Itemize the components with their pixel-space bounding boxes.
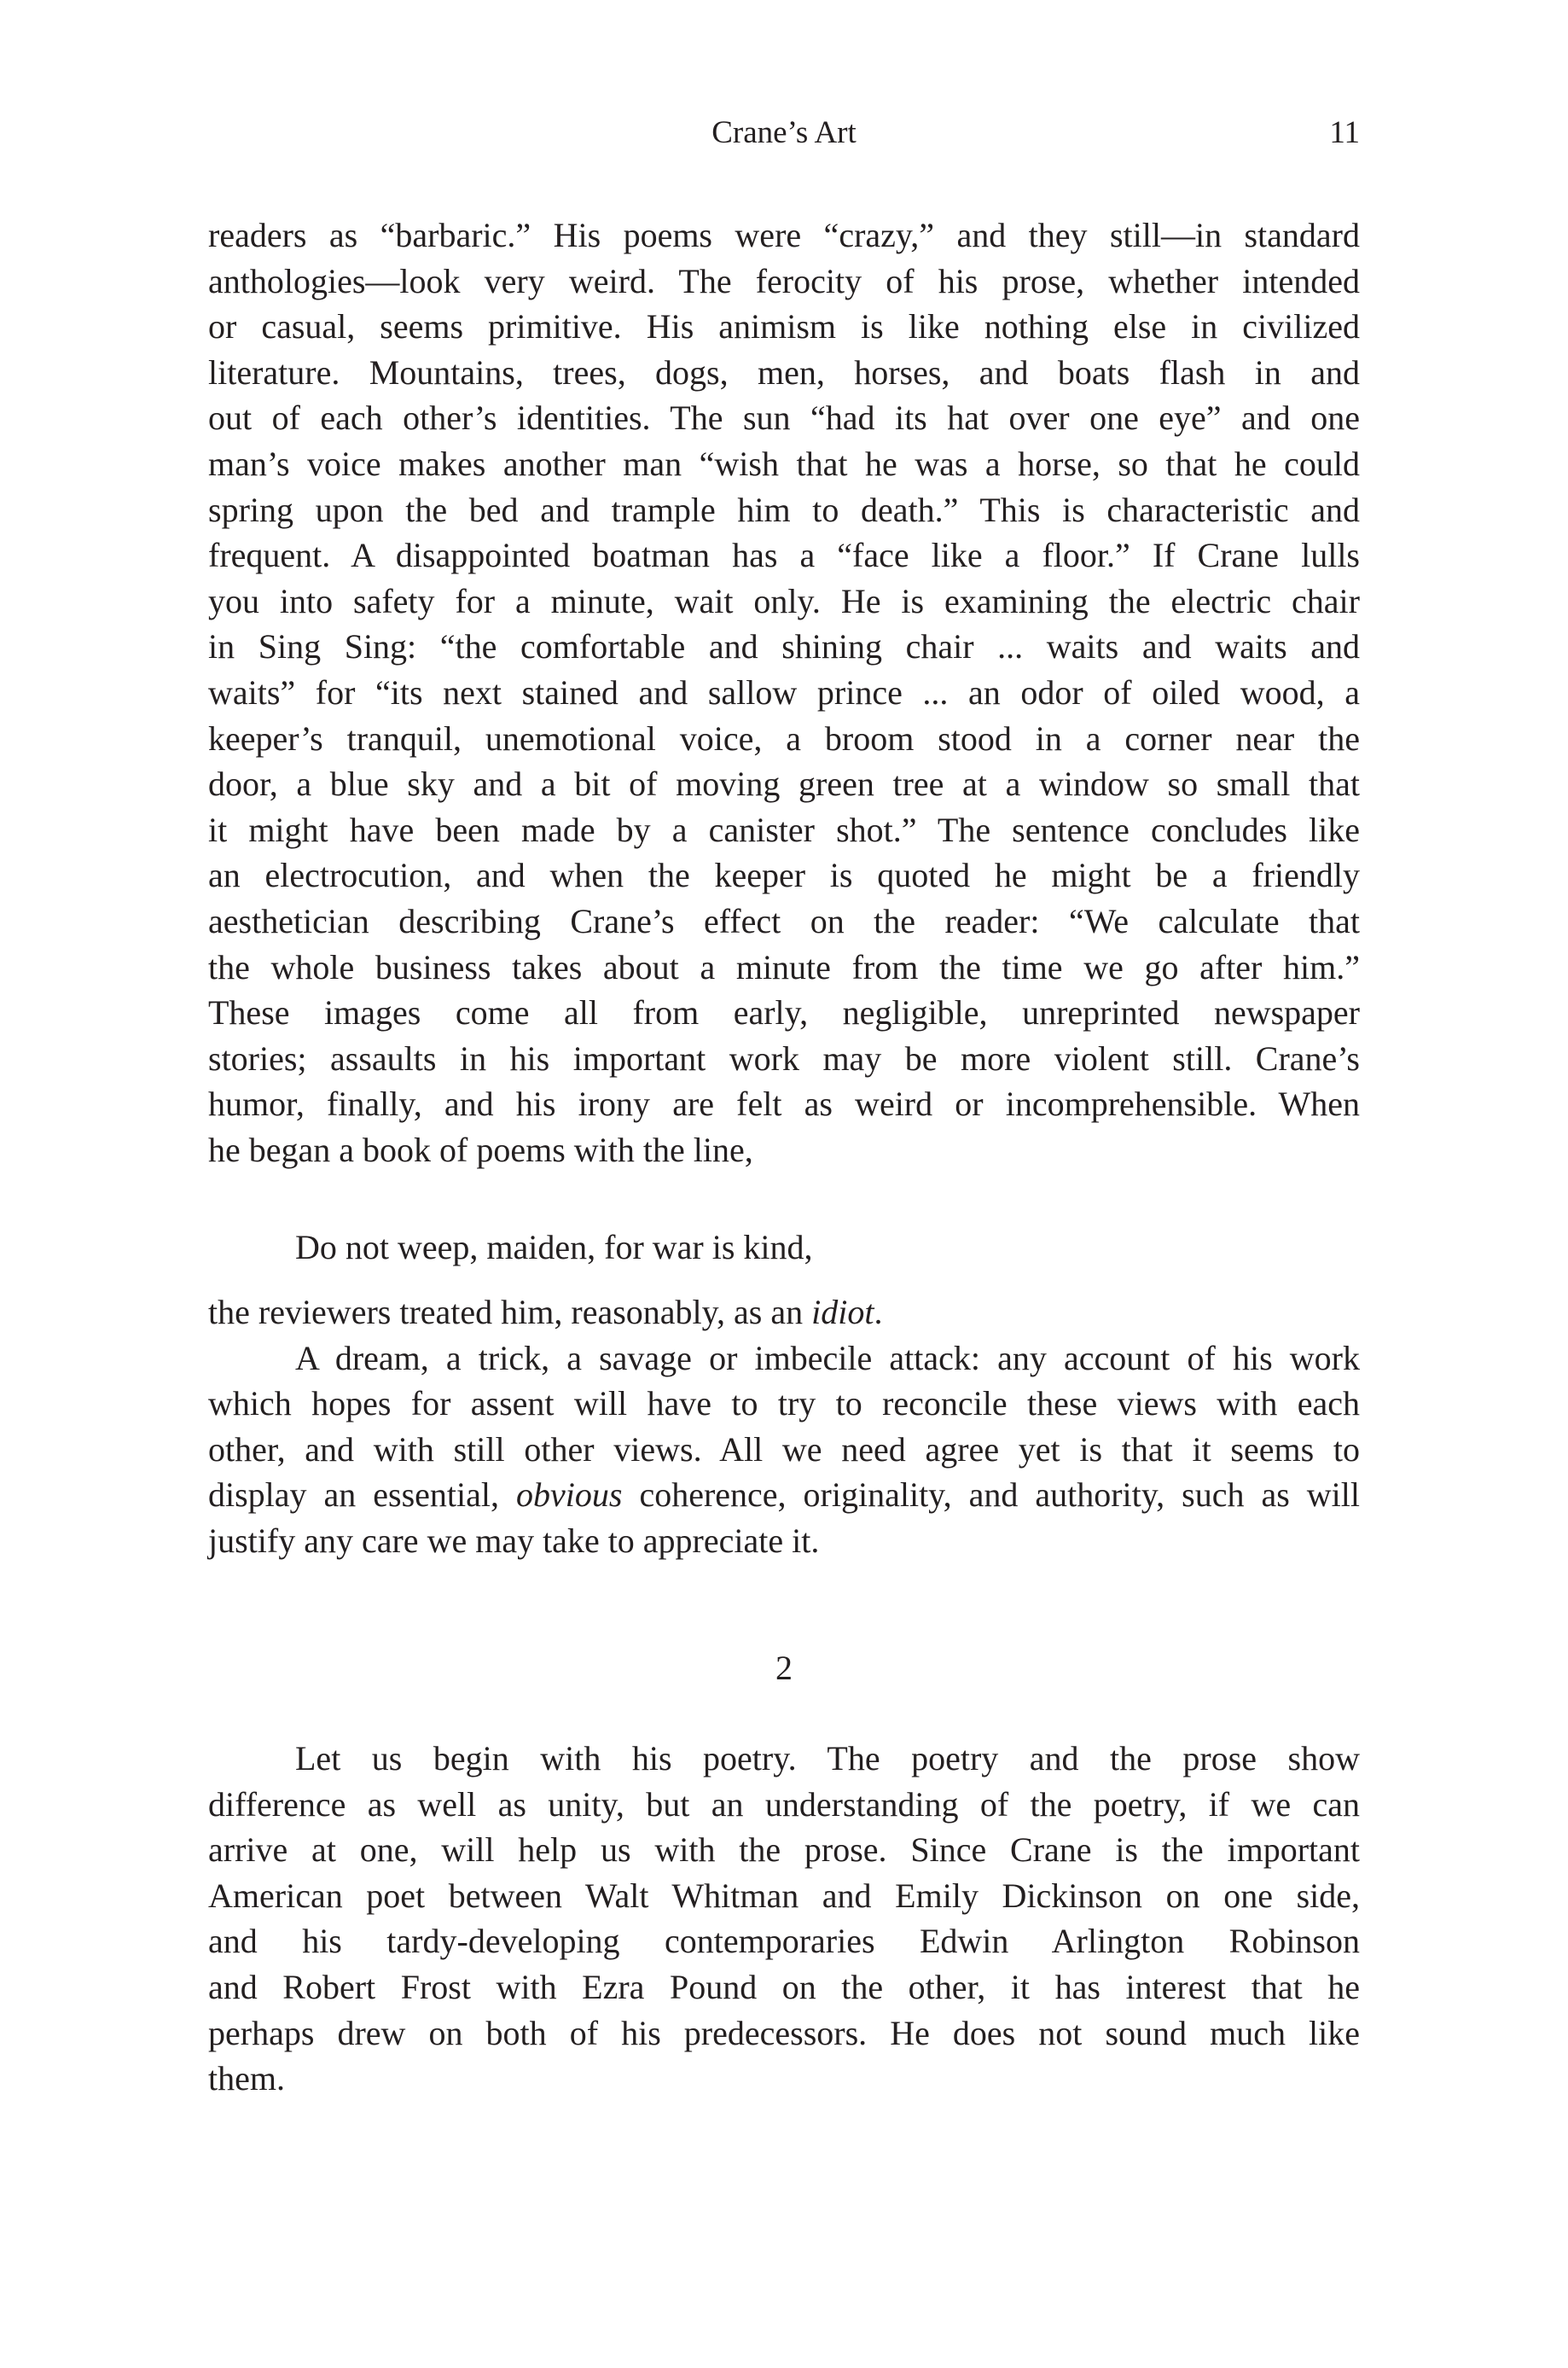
paragraph-1	[208, 212, 1360, 1172]
text-line: difference as well as unity, but an understanding of the poetry, if we can	[208, 1784, 1360, 1824]
running-header	[208, 108, 1360, 159]
text-line: perhaps drew on both of his predecessors. He does not sound much like	[208, 2013, 1360, 2052]
text-line: you into safety for a minute, wait only. He is examining the electric chair	[208, 581, 1360, 620]
text-line: them.	[208, 2059, 285, 2098]
text-line: or casual, seems primitive. His animism is like nothing else in civilized	[208, 307, 1360, 346]
text-line: other, and with still other views. All we need agree yet is that it seems to	[208, 1429, 1360, 1469]
text-line: readers as “barbaric.” His poems were “crazy,” and they still—in standard	[208, 216, 1360, 254]
text-segment: display an essential,	[208, 1475, 517, 1515]
text-line: frequent. A disappointed boatman has a “face like a floor.” If Crane lulls	[208, 536, 1360, 575]
text-line: keeper’s tranquil, unemotional voice, a broom stood in a corner near the	[208, 719, 1360, 758]
text-line: A dream, a trick, a savage or imbecile attack: any account of his work	[295, 1338, 1360, 1377]
text-line: humor, finally, and his irony are felt as weird or incomprehensible. When	[208, 1085, 1360, 1124]
paragraph-4	[208, 1736, 1360, 2102]
text-line: and Robert Frost with Ezra Pound on the other, it has interest that he	[208, 1967, 1360, 2006]
text-line: the whole business takes about a minute from the time we go after him.”	[208, 947, 1360, 986]
text-line: door, a blue sky and a bit of moving green tree at a window so small that	[208, 765, 1360, 804]
text-line: waits” for “its next stained and sallow prince ... an odor of oiled wood, a	[208, 672, 1360, 712]
text-line: spring upon the bed and trample him to death.” This is characteristic and	[208, 490, 1360, 529]
verse-quotation: Do not weep, maiden, for war is kind,	[295, 1228, 813, 1266]
paragraph-2-3	[208, 1289, 1360, 1564]
text-line: anthologies—look very weird. The ferocity of his prose, whether intended	[208, 261, 1360, 300]
text-line: aesthetician describing Crane’s effect on the reader: “We calculate that	[208, 901, 1360, 940]
page-number: 11	[1329, 115, 1360, 150]
text-line: arrive at one, will help us with the prose. Since Crane is the important	[208, 1830, 1360, 1870]
text-line: it might have been made by a canister shot.” The sentence concludes like	[208, 810, 1360, 849]
text-line: Let us begin with his poetry. The poetry and the prose show	[295, 1739, 1360, 1777]
text-line: American poet between Walt Whitman and Emily Dickinson on one side,	[208, 1876, 1360, 1915]
text-line: an electrocution, and when the keeper is quoted he might be a friendly	[208, 856, 1360, 895]
text-line	[208, 1472, 1360, 1518]
text-line: and his tardy-developing contemporaries Edwin Arlington Robinson	[208, 1922, 1360, 1961]
text-line: stories; assaults in his important work may be more violent still. Crane’s	[208, 1039, 1360, 1078]
text-line	[208, 1289, 1360, 1335]
italic-word: obvious	[516, 1475, 623, 1515]
text-line: justify any care we may take to appreciate it.	[208, 1521, 820, 1560]
text-line: These images come all from early, negligible, unreprinted newspaper	[208, 993, 1360, 1033]
text-line: he began a book of poems with the line,	[208, 1130, 753, 1169]
text-segment: coherence, originality, and authority, such as will	[622, 1475, 1360, 1515]
text-segment: .	[874, 1293, 883, 1331]
text-line: which hopes for assent will have to try to reconcile these views with each	[208, 1384, 1360, 1423]
italic-word: idiot	[811, 1293, 874, 1331]
section-number: 2	[775, 1649, 793, 1687]
text-line: literature. Mountains, trees, dogs, men, horses, and boats flash in and	[208, 352, 1360, 392]
text-segment: the reviewers treated him, reasonably, as an	[208, 1293, 812, 1331]
text-line: out of each other’s identities. The sun “had its hat over one eye” and one	[208, 399, 1360, 438]
running-title: Crane’s Art	[711, 115, 857, 150]
text-line: in Sing Sing: “the comfortable and shining chair ... waits and waits and	[208, 627, 1360, 666]
text-line: man’s voice makes another man “wish that he was a horse, so that he could	[208, 444, 1360, 483]
